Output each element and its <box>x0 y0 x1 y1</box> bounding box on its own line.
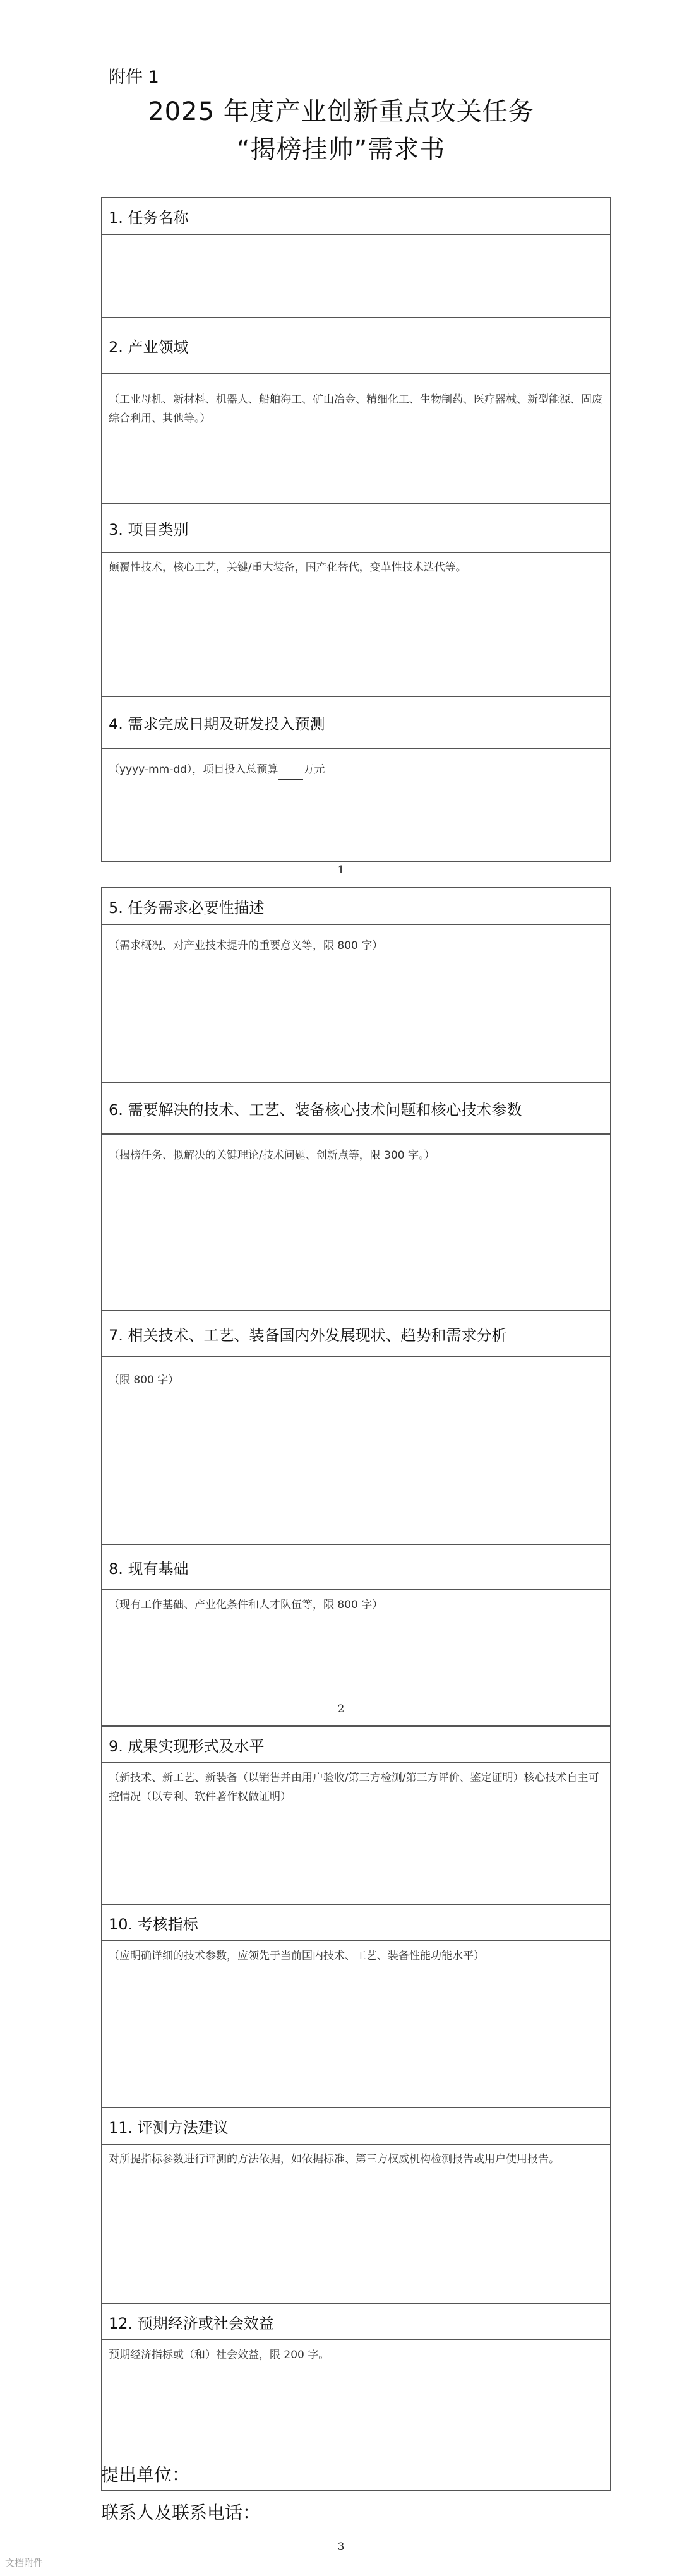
section-body[interactable] <box>102 1763 611 1904</box>
section-body[interactable] <box>102 552 611 696</box>
form-table-page1 <box>101 197 611 862</box>
section-label: 8. 现有基础 <box>102 1544 611 1590</box>
section-body[interactable] <box>102 373 611 503</box>
section-hint: 对所提指标参数进行评测的方法依据，如依据标准、第三方权威机构检测报告或用户使用报告。 <box>109 2153 559 2166</box>
page-number: 3 <box>337 2541 345 2553</box>
page-number: 1 <box>337 864 345 876</box>
section-hint: 颠覆性技术，核心工艺，关键/重大装备，国产化替代，变革性技术迭代等。 <box>109 561 467 574</box>
section-body[interactable] <box>102 924 611 1082</box>
section-hint: （应明确详细的技术参数，应领先于当前国内技术、工艺、装备性能功能水平） <box>109 1950 484 1962</box>
section-label: 3. 项目类别 <box>102 503 611 552</box>
section-label: 12. 预期经济或社会效益 <box>102 2303 611 2340</box>
form-table-page3 <box>101 1726 611 2491</box>
hint-prefix: （yyyy-mm-dd），项目投入总预算 <box>109 763 278 776</box>
contact-label: 联系人及联系电话： <box>101 2502 261 2523</box>
section-label: 10. 考核指标 <box>102 1904 611 1941</box>
submitter-label: 提出单位： <box>101 2464 190 2485</box>
section-hint: （需求概况、对产业技术提升的重要意义等，限 800 字） <box>109 939 383 952</box>
section-hint: 预期经济指标或（和）社会效益，限 200 字。 <box>109 2349 330 2361</box>
section-label: 6. 需要解决的技术、工艺、装备核心技术问题和核心技术参数 <box>102 1082 611 1134</box>
document-title-line1: 2025 年度产业创新重点攻关任务 <box>148 97 534 126</box>
hint-suffix: 万元 <box>303 763 325 776</box>
section-hint: （新技术、新工艺、新装备（以销售并由用户验收/第三方检测/第三方评价、鉴定证明）核心技术自主可控情况（以专利、软件著作权做证明） <box>109 1772 599 1803</box>
document-title-line2: “揭榜挂帅”需求书 <box>236 135 446 164</box>
budget-blank[interactable] <box>278 760 303 780</box>
section-hint: （限 800 字） <box>109 1374 179 1386</box>
section-label: 11. 评测方法建议 <box>102 2108 611 2144</box>
section-body[interactable] <box>102 748 611 862</box>
section-label: 4. 需求完成日期及研发投入预测 <box>102 696 611 748</box>
section-body[interactable] <box>102 234 611 318</box>
section-hint <box>109 760 604 780</box>
watermark: 文档附件 <box>5 2557 44 2568</box>
section-hint: （现有工作基础、产业化条件和人才队伍等，限 800 字） <box>109 1599 383 1611</box>
attachment-label: 附件 1 <box>109 68 159 87</box>
form-table-page2 <box>101 887 611 1726</box>
section-label: 9. 成果实现形式及水平 <box>102 1726 611 1763</box>
section-hint: （工业母机、新材料、机器人、船舶海工、矿山冶金、精细化工、生物制药、医疗器械、新型能源、固废综合利用、其他等。） <box>109 393 602 425</box>
section-hint: （揭榜任务、拟解决的关键理论/技术问题、创新点等，限 300 字。） <box>109 1149 435 1162</box>
section-label: 5. 任务需求必要性描述 <box>102 888 611 924</box>
page-number: 2 <box>337 1703 345 1715</box>
section-body[interactable] <box>102 1941 611 2108</box>
section-body[interactable] <box>102 2144 611 2303</box>
section-label: 7. 相关技术、工艺、装备国内外发展现状、趋势和需求分析 <box>102 1311 611 1356</box>
section-body[interactable] <box>102 1356 611 1544</box>
section-body[interactable] <box>102 1134 611 1311</box>
section-label: 1. 任务名称 <box>102 198 611 234</box>
section-label: 2. 产业领域 <box>102 318 611 373</box>
